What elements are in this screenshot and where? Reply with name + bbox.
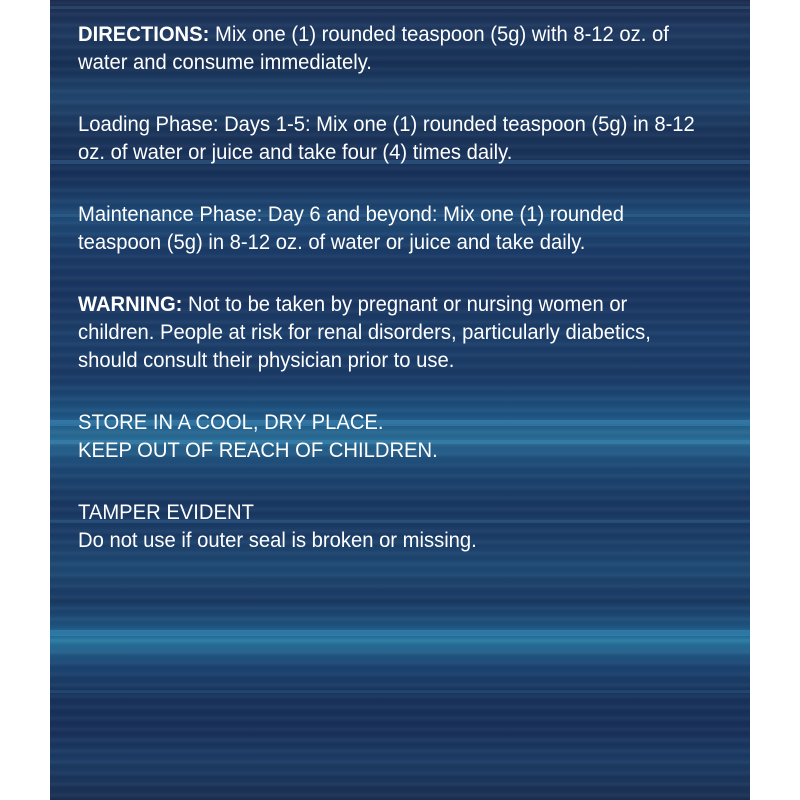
storage-line-1: STORE IN A COOL, DRY PLACE. (78, 410, 384, 434)
highlight-streak (50, 690, 750, 693)
storage-line-2: KEEP OUT OF REACH OF CHILDREN. (78, 438, 438, 462)
warning-text: Not to be taken by pregnant or nursing women or children. People at risk for renal disorders, particularly diabetics, should consult their physician prior to use. (78, 292, 651, 372)
loading-phase-paragraph: Loading Phase: Days 1-5: Mix one (1) rounded teaspoon (5g) in 8-12 oz. of water or juice and take four (4) times daily. (78, 112, 695, 164)
warning-heading: WARNING: (78, 292, 183, 316)
storage-paragraph (78, 408, 698, 464)
tamper-paragraph (78, 498, 698, 554)
label-text (78, 20, 698, 554)
directions-text: Mix one (1) rounded teaspoon (5g) with 8-12 oz. of water and consume immediately. (78, 22, 669, 74)
tamper-text: Do not use if outer seal is broken or missing. (78, 528, 477, 552)
maintenance-phase-paragraph: Maintenance Phase: Day 6 and beyond: Mix one (1) rounded teaspoon (5g) in 8-12 oz. of water or juice and take daily. (78, 202, 625, 254)
tamper-heading: TAMPER EVIDENT (78, 500, 254, 524)
product-label-panel (50, 0, 750, 800)
directions-heading: DIRECTIONS: (78, 22, 210, 46)
highlight-streak (50, 630, 750, 636)
warning-paragraph (78, 290, 698, 374)
highlight-streak (50, 6, 750, 9)
directions-paragraph (78, 20, 698, 76)
